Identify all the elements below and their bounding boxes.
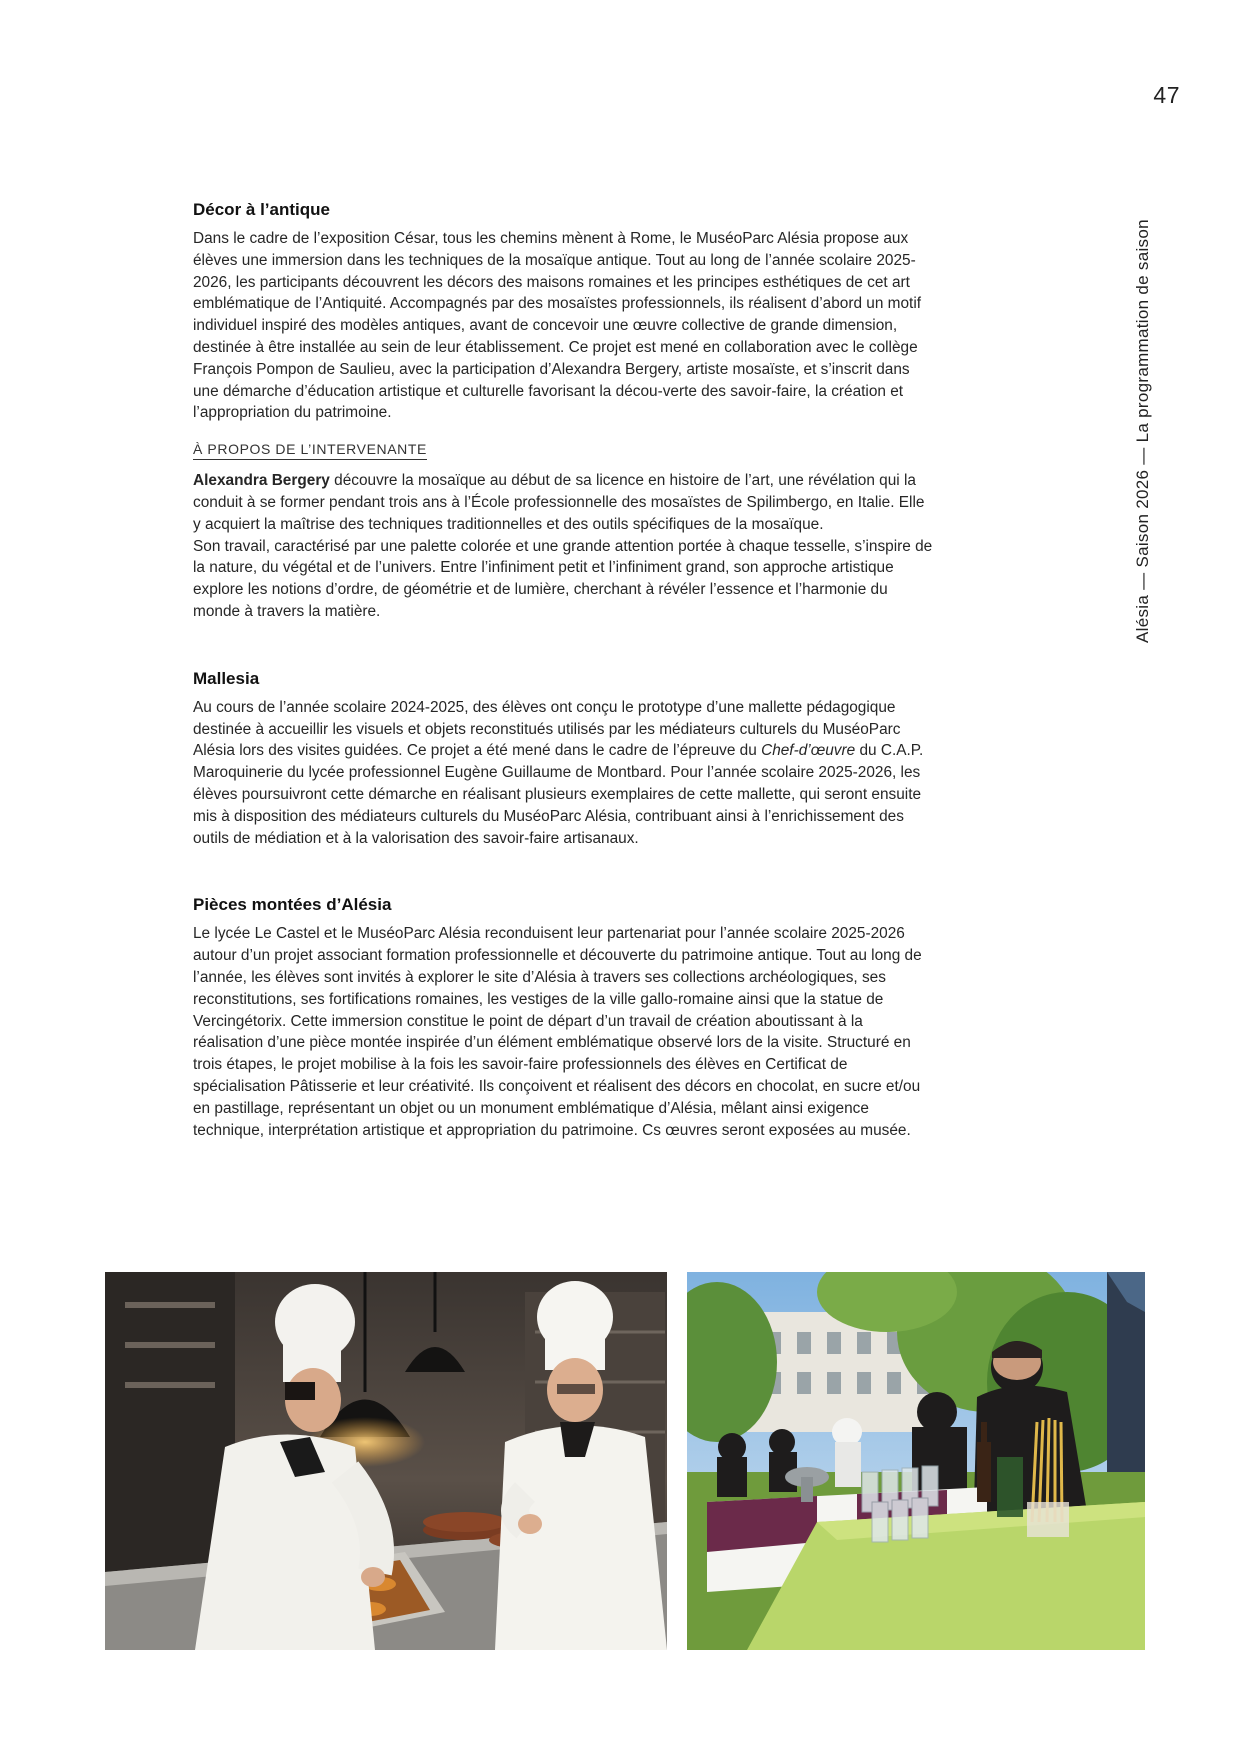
speaker-bio-text-2: Son travail, caractérisé par une palette colorée et une grande attention portée à chaque tesselle, s’inspire de la nature, du végétal et de l’univers. Entre l’infiniment petit et l’infiniment grand, son approche artistique explore les notions d’ordre, de géométrie et de lumière, cherchant à révéler l’essence et l’harmonie du monde à travers la matière. [193, 537, 933, 620]
section-paragraph [193, 697, 935, 850]
speaker-name: Alexandra Bergery [193, 472, 330, 490]
photo-pastry-chefs [105, 1272, 667, 1650]
section-decor-antique [193, 200, 935, 623]
section-title: Pièces montées d’Alésia [193, 895, 392, 915]
section-paragraph: Dans le cadre de l’exposition César, tous les chemins mènent à Rome, le MuséoParc Alésia propose aux élèves une immersion dans les techniques de la mosaïque antique. Tout au long de l’année scolaire 2025-2026, les participants découvrent les décors des maisons romaines et les principes esthétiques de cet art emblématique de l’Antiquité. Accompagnés par des mosaïstes professionnels, ils réalisent d’abord un motif individuel inspiré des modèles antiques, avant de concevoir une œuvre collective de grande dimension, destinée à être installée au sein de leur établissement. Ce projet est mené en collaboration avec le collège François Pompon de Saulieu, avec la participation d’Alexandra Bergery, artiste mosaïste, et s’inscrit dans une démarche d’éducation artistique et culturelle favorisant la décou-verte des savoir-faire, la création et l’appropriation du patrimoine. [193, 230, 922, 422]
speaker-subheading: À PROPOS DE L’INTERVENANTE [193, 441, 427, 460]
paragraph-text: du C.A.P. Maroquinerie du lycée professionnel Eugène Guillaume de Montbard. Pour l’année scolaire 2025-2026, les élèves poursuivront cette démarche en réalisant plusieurs exemplaires de cette mallette, qui seront ensuite mis à disposition des médiateurs culturels du MuséoParc Alésia, contribuant ainsi à l’enrichissement des outils de médiation et à la valorisation des savoir-faire artisanaux. [193, 742, 924, 847]
paragraph-italic: Chef-d’œuvre [761, 742, 856, 760]
section-pieces-montees [193, 895, 935, 1141]
section-mallesia [193, 669, 935, 850]
running-head: Alésia — Saison 2026 — La programmation de saison [1133, 219, 1152, 643]
paragraph-text: Au cours de l’année scolaire 2024-2025, des élèves ont conçu le prototype d’une mallette pédagogique destinée à accueillir les visuels et objets reconstitués utilisés par les médiateurs culturels du MuséoParc Alésia lors des visites guidées. Ce projet a été mené dans le cadre de l’épreuve du [193, 698, 901, 760]
photo-outdoor-buffet [687, 1272, 1145, 1650]
page-number: 47 [1153, 82, 1180, 108]
speaker-bio-text: découvre la mosaïque au début de sa licence en histoire de l’art, une révélation qui la conduit à se former pendant trois ans à l’École professionnelle des mosaïstes de Spilimbergo, en Italie. Elle y acquiert la maîtrise des techniques traditionnelles et des outils spécifiques de la mosaïque. [193, 472, 925, 533]
speaker-bio [193, 470, 935, 623]
section-title: Mallesia [193, 668, 260, 688]
section-paragraph: Le lycée Le Castel et le MuséoParc Alésia reconduisent leur partenariat pour l’année scolaire 2025-2026 autour d’un projet associant formation professionnelle et découverte du patrimoine antique. Tout au long de l’année, les élèves sont invités à explorer le site d’Alésia à travers ses collections archéologiques, ses reconstitutions, ses fortifications romaines, les vestiges de la ville gallo-romaine ainsi que la statue de Vercingétorix. Cette immersion constitue le point de départ d’un travail de création aboutissant à la réalisation d’une pièce montée inspirée d’un élément emblématique observé lors de la visite. Structuré en trois étapes, le projet mobilise à la fois les savoir-faire professionnels des élèves en Certificat de spécialisation Pâtisserie et leur créativité. Ils conçoivent et réalisent des décors en chocolat, en sucre et/ou en pastillage, représentant un objet ou un monument emblématique d’Alésia, mêlant ainsi exigence technique, interprétation artistique et appropriation du patrimoine. Cs œuvres seront exposées au musée. [193, 925, 922, 1139]
main-content [193, 200, 935, 1141]
section-title: Décor à l’antique [193, 200, 330, 219]
